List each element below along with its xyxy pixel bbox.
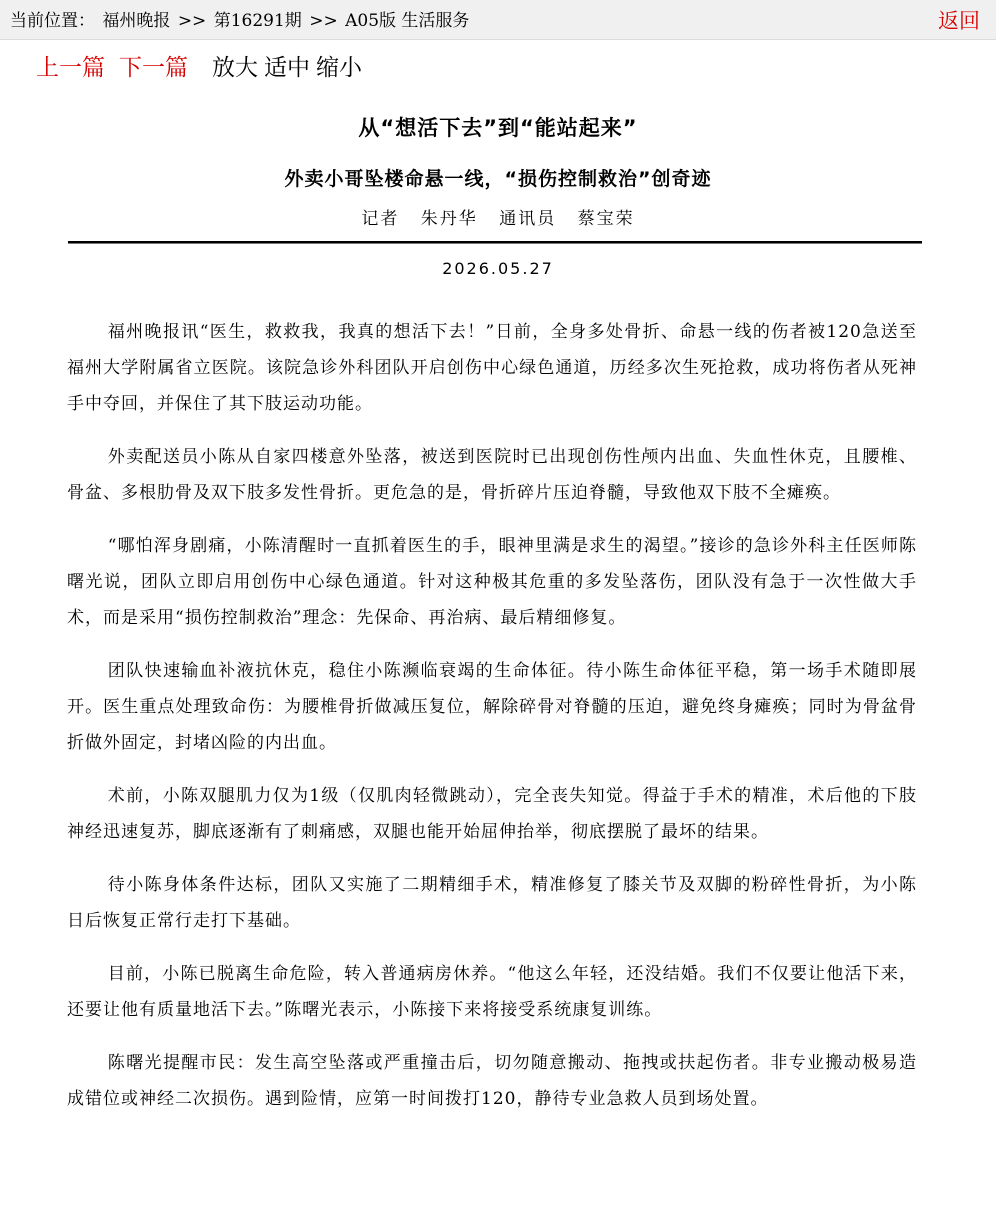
zoom-out-link[interactable]: 缩小 [316, 55, 362, 81]
article-toolbar [36, 52, 368, 84]
breadcrumb-issue[interactable]: 第16291期 [213, 11, 302, 31]
breadcrumb-separator: >> [309, 11, 338, 31]
zoom-in-link[interactable]: 放大 [212, 55, 258, 81]
article-title: 从“想活下去”到“能站起来” [358, 116, 638, 140]
breadcrumb-prefix: 当前位置： [10, 11, 95, 31]
back-link[interactable]: 返回 [938, 9, 980, 33]
article-paragraph: 目前，小陈已脱离生命危险，转入普通病房休养。“他这么年轻，还没结婚。我们不仅要让他活下来，还要让他有质量地活下去。”陈曙光表示，小陈接下来将接受系统康复训练。 [67, 964, 917, 1020]
article-date: 2026.05.27 [442, 259, 554, 278]
zoom-fit-link[interactable]: 适中 [264, 55, 310, 81]
breadcrumb-paper[interactable]: 福州晚报 [102, 11, 171, 31]
article-paragraph: 外卖配送员小陈从自家四楼意外坠落，被送到医院时已出现创伤性颅内出血、失血性休克，且腰椎、骨盆、多根肋骨及双下肢多发性骨折。更危急的是，骨折碎片压迫脊髓，导致他双下肢不全瘫痪。 [67, 447, 917, 503]
article-byline: 记者 朱丹华 通讯员 蔡宝荣 [361, 209, 635, 229]
location-bar [0, 0, 996, 40]
article-paragraph: 福州晚报讯“医生，救救我，我真的想活下去！”日前，全身多处骨折、命悬一线的伤者被120急送至福州大学附属省立医院。该院急诊外科团队开启创伤中心绿色通道，历经多次生死抢救，成功将伤者从死神手中夺回，并保住了其下肢运动功能。 [67, 322, 917, 414]
breadcrumb [10, 11, 471, 31]
article-paragraph: 团队快速输血补液抗休克，稳住小陈濒临衰竭的生命体征。待小陈生命体征平稳，第一场手术随即展开。医生重点处理致命伤：为腰椎骨折做减压复位，解除碎骨对脊髓的压迫，避免终身瘫痪；同时为骨盆骨折做外固定，封堵凶险的内出血。 [67, 661, 917, 753]
article-header [0, 112, 996, 232]
breadcrumb-page[interactable]: A05版 生活服务 [345, 11, 470, 31]
article-paragraph: 术前，小陈双腿肌力仅为1级（仅肌肉轻微跳动），完全丧失知觉。得益于手术的精准，术后他的下肢神经迅速复苏，脚底逐渐有了刺痛感，双腿也能开始屈伸抬举，彻底摆脱了最坏的结果。 [67, 786, 917, 842]
breadcrumb-separator: >> [177, 11, 207, 31]
next-article-link[interactable]: 下一篇 [119, 55, 188, 81]
article-paragraph: “哪怕浑身剧痛，小陈清醒时一直抓着医生的手，眼神里满是求生的渴望。”接诊的急诊外科主任医师陈曙光说，团队立即启用创伤中心绿色通道。针对这种极其危重的多发坠落伤，团队没有急于一次性做大手术，而是采用“损伤控制救治”理念：先保命、再治病、最后精细修复。 [67, 536, 917, 628]
article-paragraph: 待小陈身体条件达标，团队又实施了二期精细手术，精准修复了膝关节及双脚的粉碎性骨折，为小陈日后恢复正常行走打下基础。 [67, 875, 917, 931]
header-divider [68, 241, 922, 244]
article-subtitle: 外卖小哥坠楼命悬一线，“损伤控制救治”创奇迹 [284, 168, 712, 190]
prev-article-link[interactable]: 上一篇 [36, 55, 105, 81]
article-paragraph: 陈曙光提醒市民：发生高空坠落或严重撞击后，切勿随意搬动、拖拽或扶起伤者。非专业搬动极易造成错位或神经二次损伤。遇到险情，应第一时间拨打120，静待专业急救人员到场处置。 [67, 1053, 917, 1109]
article-body [67, 314, 917, 1134]
